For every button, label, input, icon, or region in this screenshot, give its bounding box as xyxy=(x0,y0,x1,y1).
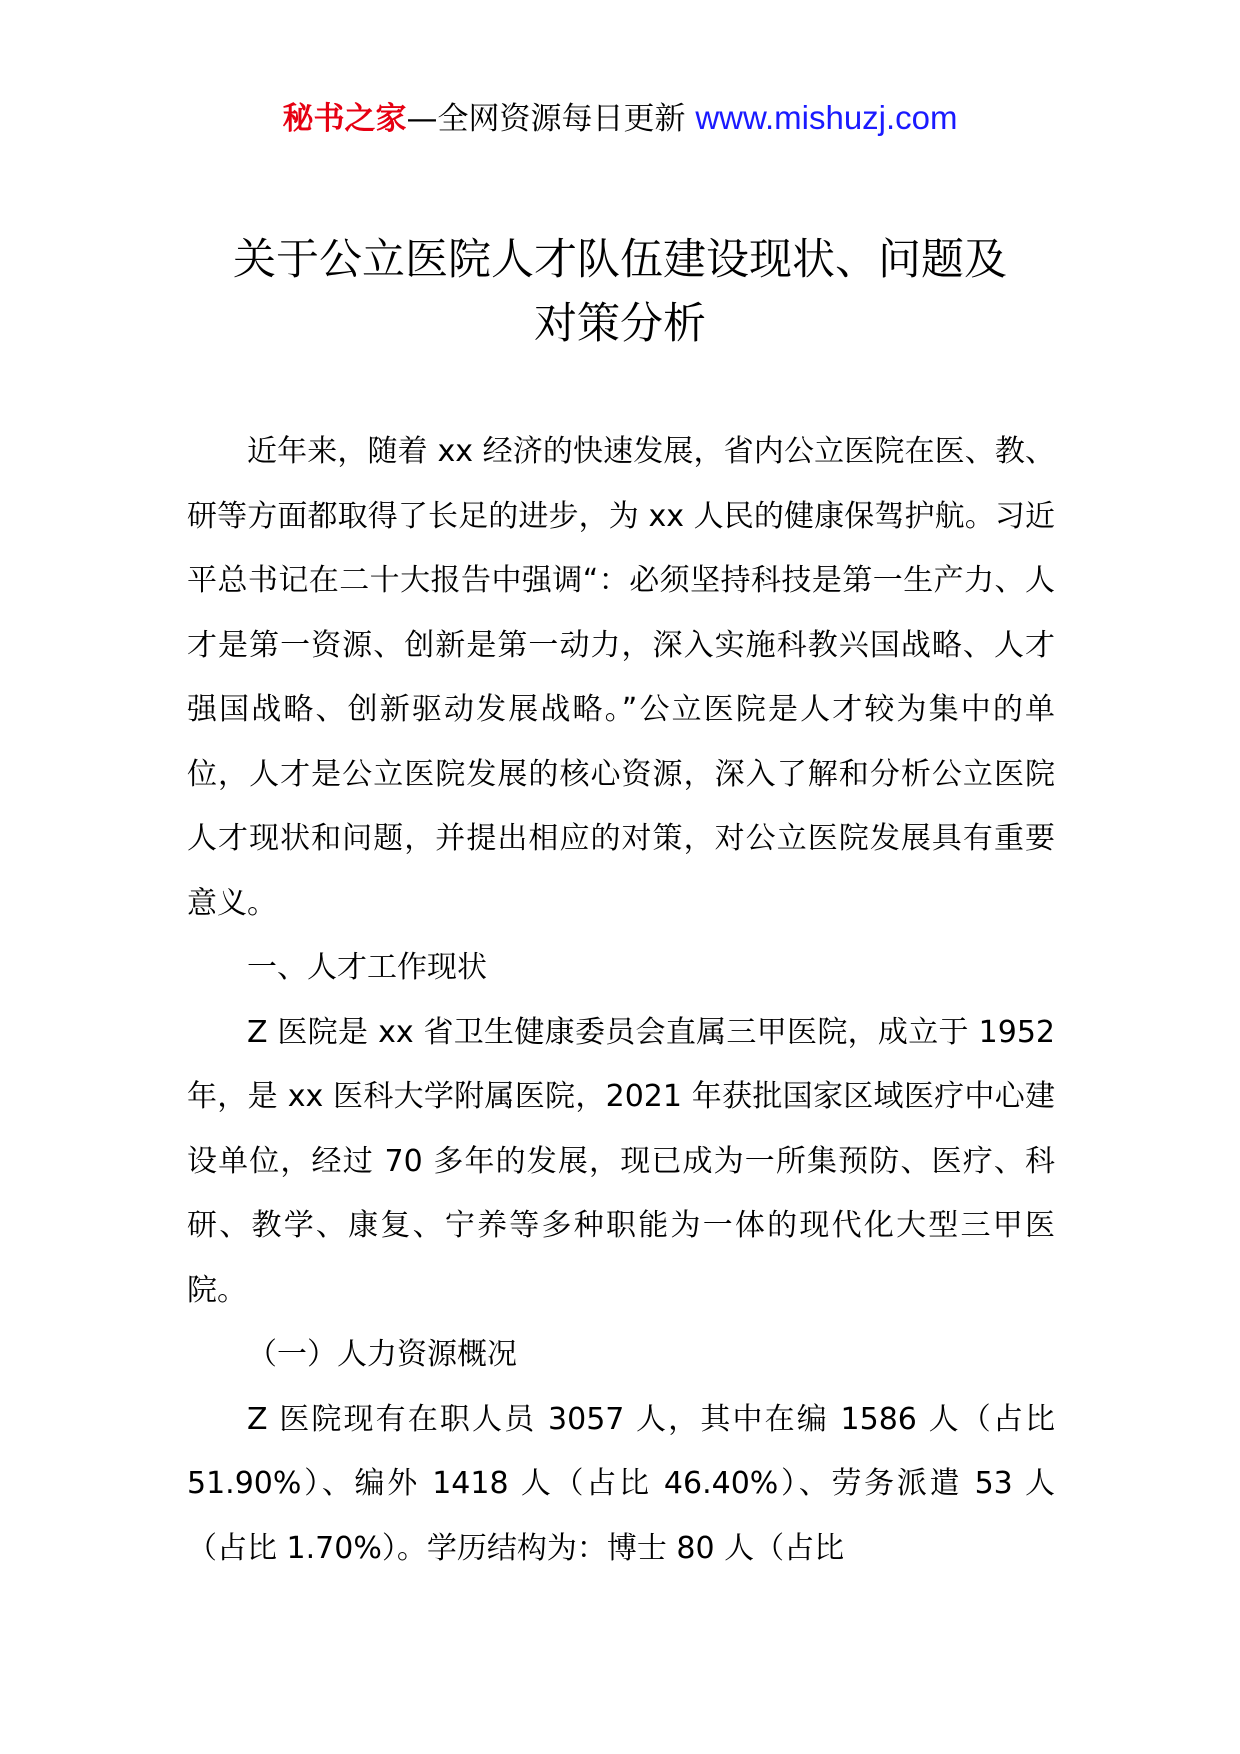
site-url-link[interactable]: www.mishuzj.com xyxy=(695,99,958,136)
header-tagline: —全网资源每日更新 xyxy=(406,101,686,137)
section-heading: 一、人才工作现状 xyxy=(247,950,487,985)
intro-paragraph: 近年来，随着 xx 经济的快速发展，省内公立医院在医、教、研等方面都取得了长足的进步，为 xx 人民的健康保驾护航。习近平总书记在二十大报告中强调“：必须坚持科技是第一生产力、人才是第一资源、创新是第一动力，深入实施科教兴国战略、人才强国战略、创新驱动发展战略。”公立医院是人才较为集中的单位，人才是公立医院发展的核心资源，深入了解和分析公立医院人才现状和问题，并提出相应的对策，对公立医院发展具有重要意义。 xyxy=(187,434,1055,921)
section-paragraph: Z 医院是 xx 省卫生健康委员会直属三甲医院，成立于 1952 年，是 xx 医科大学附属医院，2021 年获批国家区域医疗中心建设单位，经过 70 多年的发展，现已成为一所集预防、医疗、科研、教学、康复、宁养等多种职能为一体的现代化大型三甲医院。 xyxy=(187,1014,1055,1308)
document-body xyxy=(187,420,1055,1581)
brand-name: 秘书之家 xyxy=(282,101,407,137)
site-header xyxy=(0,98,1240,139)
subsection-paragraph: Z 医院现有在职人员 3057 人，其中在编 1586 人（占比 51.90%）、编外 1418 人（占比 46.40%）、劳务派遣 53 人（占比 1.70%）。学历结构为：博士 80 人（占比 xyxy=(187,1401,1055,1566)
subsection-heading: （一）人力资源概况 xyxy=(247,1337,517,1372)
document-title xyxy=(0,228,1240,356)
title-line-2: 对策分析 xyxy=(534,299,706,349)
title-line-1: 关于公立医院人才队伍建设现状、问题及 xyxy=(233,235,1007,285)
